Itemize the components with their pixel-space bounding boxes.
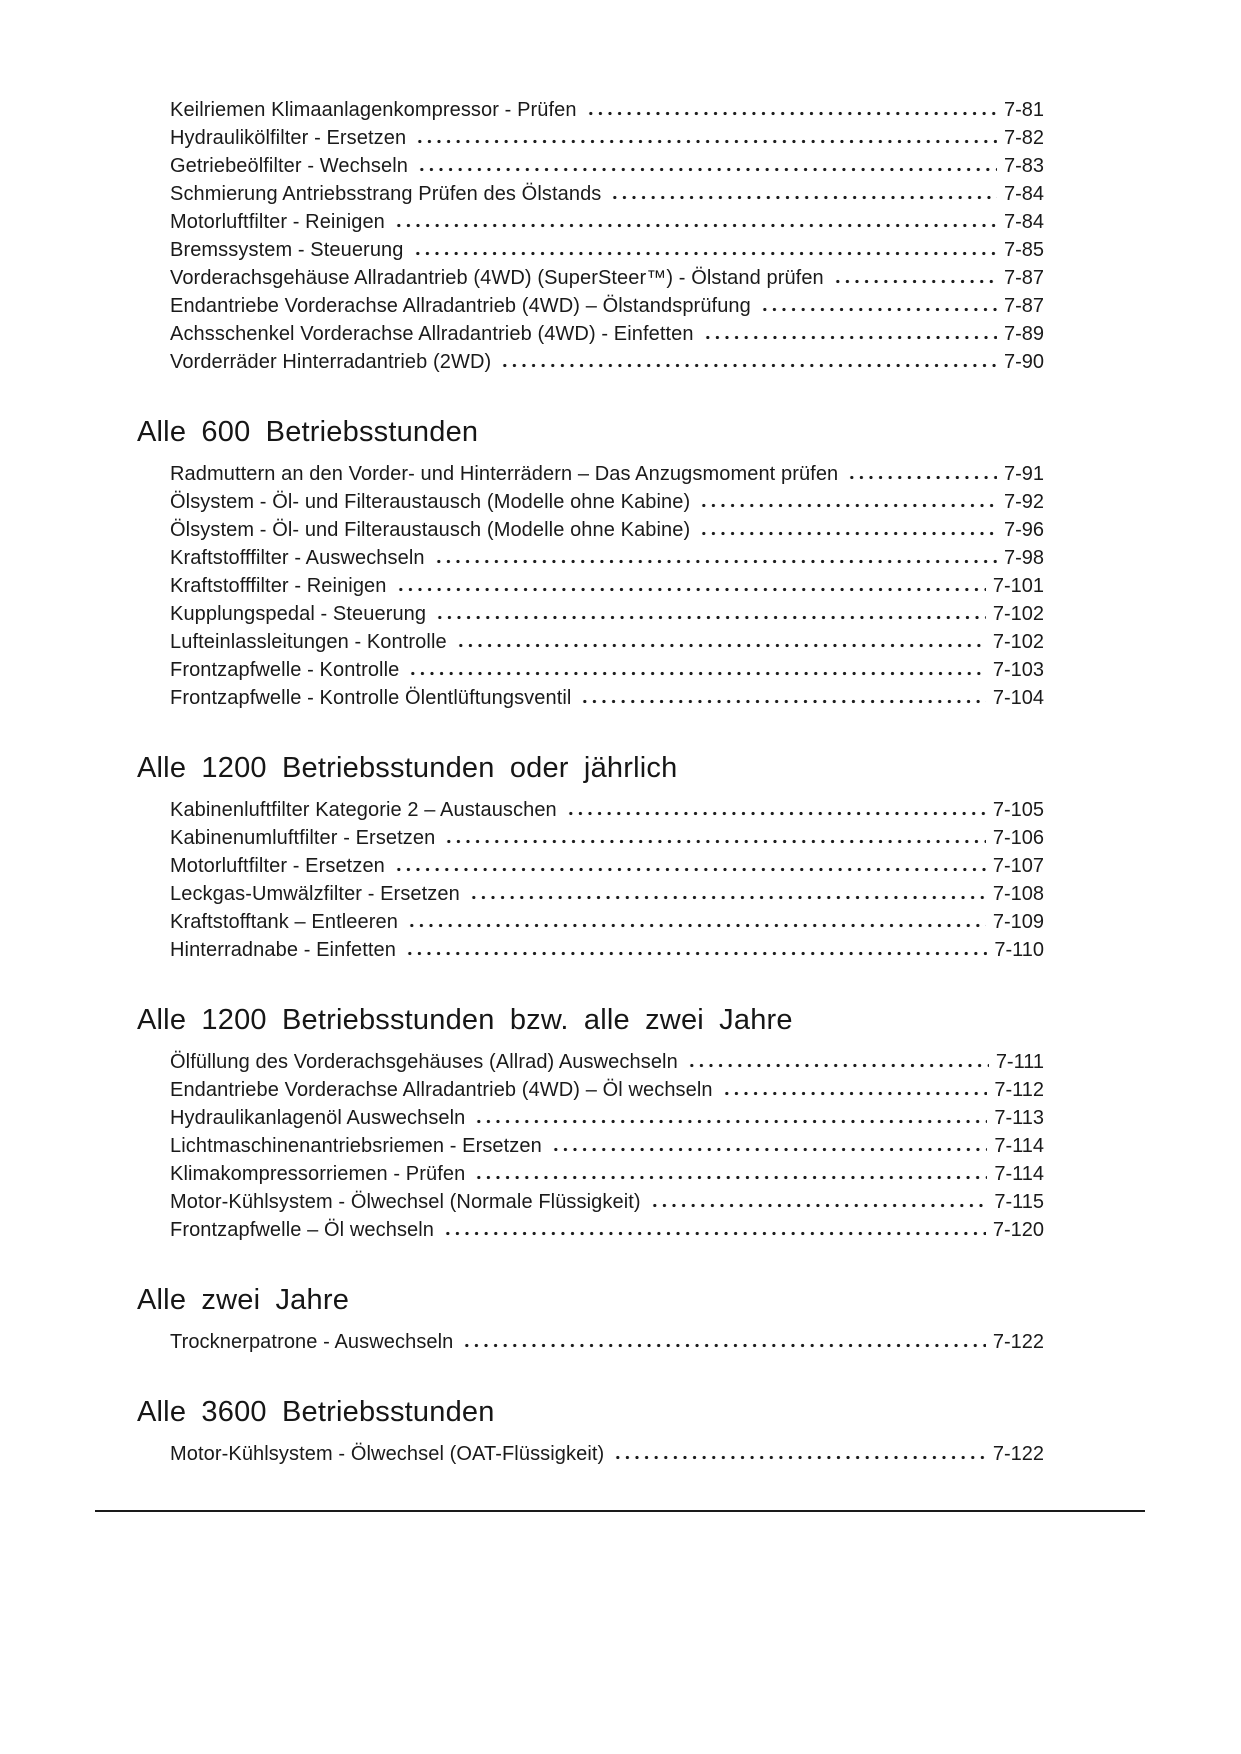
toc-entry-page: 7-105 <box>992 799 1044 821</box>
toc-entry-page: 7-84 <box>1003 183 1044 205</box>
toc-entry-page: 7-120 <box>992 1219 1044 1241</box>
toc-entry <box>170 236 1044 264</box>
toc-entry-page: 7-84 <box>1003 211 1044 233</box>
dot-leader <box>685 1063 989 1068</box>
toc-entry-label: Endantriebe Vorderachse Allradantrieb (4WD) – Öl wechseln <box>170 1079 713 1101</box>
toc-entry-page: 7-110 <box>994 939 1044 961</box>
toc-entry-page: 7-122 <box>992 1331 1044 1353</box>
toc-entry-label: Schmierung Antriebsstrang Prüfen des Ölstands <box>170 183 602 205</box>
toc-entry <box>170 488 1044 516</box>
toc-section <box>137 414 1044 712</box>
toc-entry <box>170 572 1044 600</box>
dot-leader <box>392 223 997 228</box>
toc-entry-label: Leckgas-Umwälzfilter - Ersetzen <box>170 883 460 905</box>
toc-entry-page: 7-82 <box>1003 127 1044 149</box>
section-items <box>137 1328 1044 1356</box>
dot-leader <box>831 279 997 284</box>
toc-entry <box>170 1048 1044 1076</box>
section-title: Alle 600 Betriebsstunden <box>137 416 479 448</box>
toc-entry-label: Kupplungspedal - Steuerung <box>170 603 427 625</box>
toc-entry <box>170 180 1044 208</box>
toc-entry-page: 7-106 <box>992 827 1044 849</box>
toc-entry-page: 7-107 <box>992 855 1044 877</box>
toc-entry-label: Ölsystem - Öl- und Filteraustausch (Modelle ohne Kabine) <box>170 519 691 541</box>
toc-entry-page: 7-104 <box>992 687 1044 709</box>
toc-entry-page: 7-81 <box>1003 99 1044 121</box>
toc-entry <box>170 544 1044 572</box>
toc-entry <box>170 936 1044 964</box>
footer-divider <box>95 1510 1145 1512</box>
toc-entry-page: 7-122 <box>992 1443 1044 1465</box>
toc-entry <box>170 1076 1044 1104</box>
dot-leader <box>648 1203 988 1208</box>
toc-entry-label: Hinterradnabe - Einfetten <box>170 939 396 961</box>
section-title: Alle 3600 Betriebsstunden <box>137 1396 495 1428</box>
section-items <box>137 1048 1044 1244</box>
toc-entry <box>170 684 1044 712</box>
dot-leader <box>584 111 997 116</box>
toc-entry <box>170 1328 1044 1356</box>
toc-entry-label: Kraftstofffilter - Auswechseln <box>170 547 425 569</box>
dot-leader <box>720 1091 988 1096</box>
toc-section <box>137 1282 1044 1356</box>
toc-entry-label: Kraftstofffilter - Reinigen <box>170 575 387 597</box>
toc-entry-page: 7-87 <box>1003 267 1044 289</box>
dot-leader <box>454 643 986 648</box>
toc-entry-page: 7-83 <box>1003 155 1044 177</box>
section-items <box>137 96 1044 376</box>
toc-entry-label: Frontzapfwelle - Kontrolle <box>170 659 400 681</box>
toc-entry-label: Radmuttern an den Vorder- und Hinterrädern – Das Anzugsmoment prüfen <box>170 463 839 485</box>
toc-entry <box>170 516 1044 544</box>
toc-entry-label: Vorderräder Hinterradantrieb (2WD) <box>170 351 492 373</box>
dot-leader <box>498 363 997 368</box>
toc-entry-page: 7-102 <box>992 631 1044 653</box>
toc-entry-page: 7-98 <box>1003 547 1044 569</box>
toc-entry <box>170 796 1044 824</box>
toc-entry-page: 7-114 <box>994 1135 1044 1157</box>
toc-entry-page: 7-90 <box>1003 351 1044 373</box>
dot-leader <box>608 195 997 200</box>
toc-entry <box>170 852 1044 880</box>
dot-leader <box>697 503 997 508</box>
toc-entry-label: Motor-Kühlsystem - Ölwechsel (OAT-Flüssigkeit) <box>170 1443 605 1465</box>
toc-entry-label: Achsschenkel Vorderachse Allradantrieb (4WD) - Einfetten <box>170 323 694 345</box>
toc-entry-page: 7-92 <box>1003 491 1044 513</box>
toc-entry-page: 7-114 <box>994 1163 1044 1185</box>
toc-entry-label: Kraftstofftank – Entleeren <box>170 911 398 933</box>
dot-leader <box>564 811 986 816</box>
dot-leader <box>394 587 986 592</box>
dot-leader <box>701 335 997 340</box>
toc-entry <box>170 208 1044 236</box>
toc-entry-label: Frontzapfwelle – Öl wechseln <box>170 1219 435 1241</box>
dot-leader <box>413 139 997 144</box>
toc-entry-page: 7-89 <box>1003 323 1044 345</box>
toc-entry <box>170 824 1044 852</box>
toc-entry <box>170 1160 1044 1188</box>
toc-entry-page: 7-101 <box>992 575 1044 597</box>
dot-leader <box>472 1175 987 1180</box>
toc-entry-page: 7-85 <box>1003 239 1044 261</box>
toc-entry-page: 7-103 <box>992 659 1044 681</box>
dot-leader <box>549 1147 987 1152</box>
toc-entry-page: 7-96 <box>1003 519 1044 541</box>
dot-leader <box>845 475 997 480</box>
section-title: Alle 1200 Betriebsstunden bzw. alle zwei Jahre <box>137 1004 793 1036</box>
toc-section <box>137 750 1044 964</box>
toc-entry <box>170 628 1044 656</box>
toc-section <box>137 1394 1044 1468</box>
toc-entry-label: Lichtmaschinenantriebsriemen - Ersetzen <box>170 1135 542 1157</box>
section-items <box>137 460 1044 712</box>
toc-entry <box>170 152 1044 180</box>
section-title: Alle zwei Jahre <box>137 1284 350 1316</box>
toc-entry-label: Kabinenluftfilter Kategorie 2 – Austauschen <box>170 799 557 821</box>
dot-leader <box>432 559 997 564</box>
dot-leader <box>758 307 997 312</box>
toc-entry-page: 7-111 <box>995 1051 1044 1073</box>
toc-entry-label: Motor-Kühlsystem - Ölwechsel (Normale Flüssigkeit) <box>170 1191 641 1213</box>
toc-entry <box>170 460 1044 488</box>
dot-leader <box>442 839 986 844</box>
toc-entry <box>170 1440 1044 1468</box>
dot-leader <box>578 699 985 704</box>
toc-entry-page: 7-112 <box>994 1079 1044 1101</box>
toc-entry-label: Getriebeölfilter - Wechseln <box>170 155 408 177</box>
toc-entry-label: Keilriemen Klimaanlagenkompressor - Prüfen <box>170 99 577 121</box>
toc-entry-page: 7-87 <box>1003 295 1044 317</box>
table-of-contents <box>137 96 1044 1468</box>
toc-entry-label: Frontzapfwelle - Kontrolle Ölentlüftungsventil <box>170 687 572 709</box>
dot-leader <box>405 923 986 928</box>
dot-leader <box>472 1119 987 1124</box>
dot-leader <box>392 867 986 872</box>
toc-entry-label: Hydraulikölfilter - Ersetzen <box>170 127 407 149</box>
toc-entry-label: Bremssystem - Steuerung <box>170 239 404 261</box>
toc-entry-page: 7-108 <box>992 883 1044 905</box>
toc-entry <box>170 908 1044 936</box>
dot-leader <box>406 671 985 676</box>
dot-leader <box>467 895 986 900</box>
dot-leader <box>441 1231 986 1236</box>
toc-entry-page: 7-91 <box>1003 463 1044 485</box>
toc-entry <box>170 1132 1044 1160</box>
toc-entry <box>170 1104 1044 1132</box>
toc-entry-label: Motorluftfilter - Reinigen <box>170 211 385 233</box>
toc-entry-label: Trocknerpatrone - Auswechseln <box>170 1331 454 1353</box>
toc-entry <box>170 264 1044 292</box>
dot-leader <box>433 615 986 620</box>
toc-entry-page: 7-102 <box>992 603 1044 625</box>
toc-entry <box>170 880 1044 908</box>
toc-entry <box>170 320 1044 348</box>
toc-entry <box>170 600 1044 628</box>
toc-entry-label: Ölfüllung des Vorderachsgehäuses (Allrad) Auswechseln <box>170 1051 678 1073</box>
toc-entry <box>170 124 1044 152</box>
toc-entry-label: Klimakompressorriemen - Prüfen <box>170 1163 466 1185</box>
toc-entry-label: Endantriebe Vorderachse Allradantrieb (4WD) – Ölstandsprüfung <box>170 295 751 317</box>
toc-entry <box>170 1216 1044 1244</box>
dot-leader <box>415 167 997 172</box>
toc-entry <box>170 292 1044 320</box>
section-title: Alle 1200 Betriebsstunden oder jährlich <box>137 752 678 784</box>
dot-leader <box>460 1343 985 1348</box>
dot-leader <box>611 1455 986 1460</box>
toc-entry-label: Motorluftfilter - Ersetzen <box>170 855 385 877</box>
toc-entry-label: Vorderachsgehäuse Allradantrieb (4WD) (SuperSteer™) - Ölstand prüfen <box>170 267 824 289</box>
toc-entry-page: 7-115 <box>994 1191 1044 1213</box>
toc-entry-label: Kabinenumluftfilter - Ersetzen <box>170 827 436 849</box>
toc-entry-label: Ölsystem - Öl- und Filteraustausch (Modelle ohne Kabine) <box>170 491 691 513</box>
toc-entry-page: 7-113 <box>994 1107 1044 1129</box>
toc-entry <box>170 96 1044 124</box>
toc-entry <box>170 348 1044 376</box>
toc-entry-label: Lufteinlassleitungen - Kontrolle <box>170 631 447 653</box>
toc-section <box>137 1002 1044 1244</box>
toc-entry-page: 7-109 <box>992 911 1044 933</box>
toc-entry <box>170 656 1044 684</box>
toc-entry <box>170 1188 1044 1216</box>
dot-leader <box>697 531 997 536</box>
dot-leader <box>403 951 987 956</box>
toc-entry-label: Hydraulikanlagenöl Auswechseln <box>170 1107 466 1129</box>
section-items <box>137 796 1044 964</box>
toc-section <box>137 96 1044 376</box>
section-items <box>137 1440 1044 1468</box>
dot-leader <box>411 251 997 256</box>
